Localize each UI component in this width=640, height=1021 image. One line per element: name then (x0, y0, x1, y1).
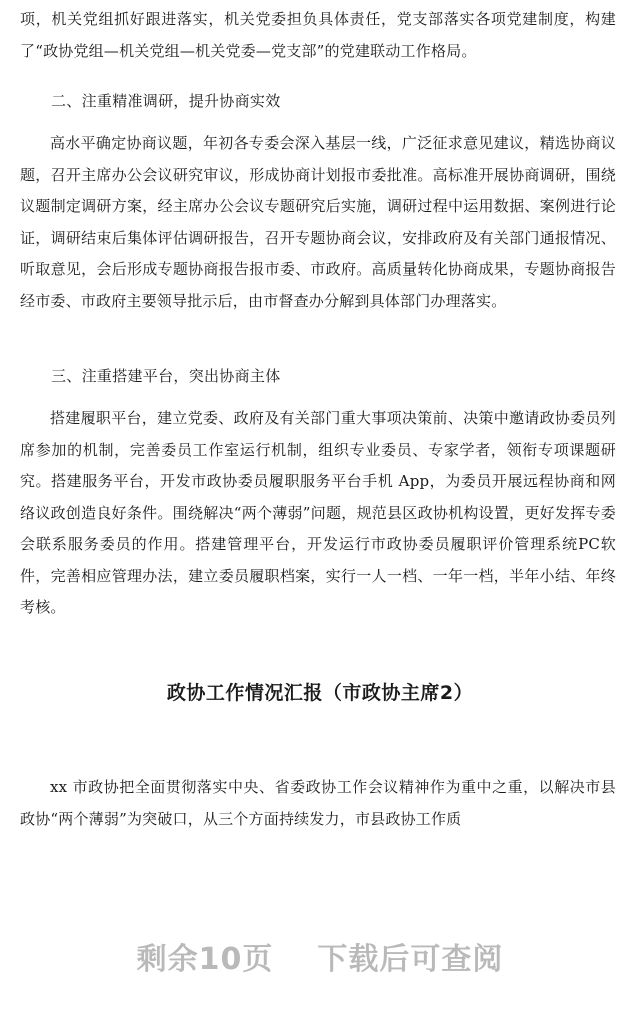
section-2-body: 高水平确定协商议题，年初各专委会深入基层一线，广泛征求意见建议，精选协商议题，召开主席办公会议研究审议，形成协商计划报市委批准。高标准开展协商调研，围绕议题制定调研方案，经主席办公会议专题研究后实施，调研过程中运用数据、案例进行论证，调研结束后集体评估调研报告，召开专题协商会议，安排政府及有关部门通报情况、听取意见，会后形成专题协商报告报市委、市政府。高质量转化协商成果，专题协商报告经市委、市政府主要领导批示后，由市督查办分解到具体部门办理落实。 (20, 134, 616, 310)
next-document-opening: xx 市政协把全面贯彻落实中央、省委政协工作会议精神作为重中之重，以解决市县政协“两个薄弱”为突破口，从三个方面持续发力，市县政协工作质 (20, 778, 616, 828)
intro-paragraph: 项，机关党组抓好跟进落实，机关党委担负具体责任，党支部落实各项党建制度，构建了“政协党组—机关党组—机关党委—党支部”的党建联动工作格局。 (20, 10, 616, 60)
remaining-pages-text: 剩余10页 (136, 942, 274, 977)
next-document-title: 政协工作情况汇报（市政协主席2） (166, 682, 474, 704)
section-3-body: 搭建履职平台，建立党委、政府及有关部门重大事项决策前、决策中邀请政协委员列席参加的机制，完善委员工作室运行机制，组织专业委员、专家学者，领衔专项课题研究。搭建服务平台，开发市政协委员履职服务平台手机 App，为委员开展远程协商和网络议政创造良好条件。围绕解决“两个薄弱”问题，规范县区政协机构设置，更好发挥专委会联系服务委员的作用。搭建管理平台，开发运行市政协委员履职评价管理系统PC软件，完善相应管理办法，建立委员履职档案，实行一人一档、一年一档，半年小结、年终考核。 (20, 409, 616, 616)
download-hint-text: 下载后可查阅 (317, 942, 504, 977)
remaining-pages-banner[interactable] (0, 942, 640, 978)
section-2-heading: 二、注重精准调研，提升协商实效 (51, 92, 281, 110)
section-3-heading: 三、注重搭建平台，突出协商主体 (51, 367, 281, 385)
